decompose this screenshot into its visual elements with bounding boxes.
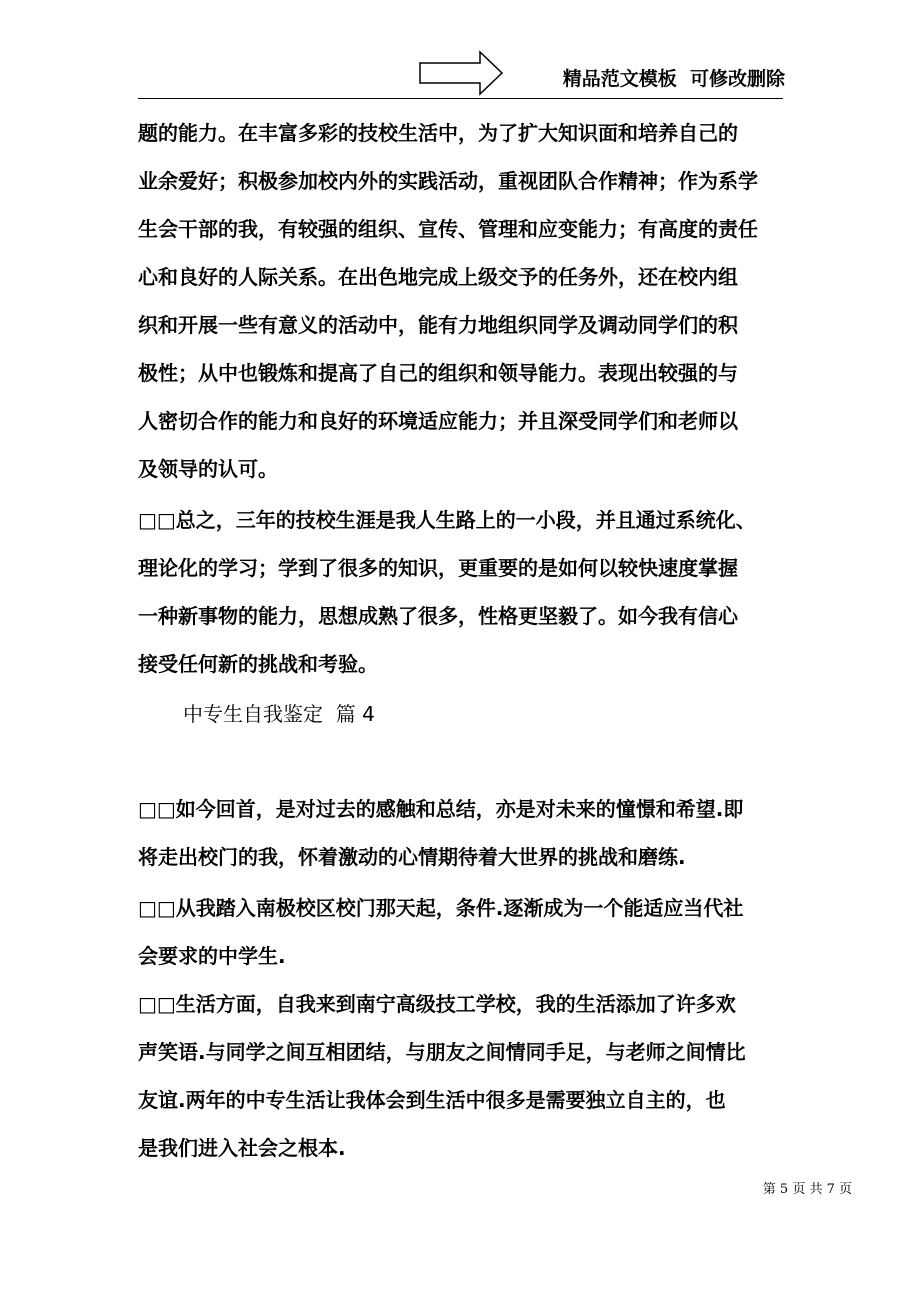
paragraph-line: 织和开展一些有意义的活动中，能有力地组织同学及调动同学们的积 [138,313,738,337]
header-divider [138,98,783,99]
paragraph-line: 题的能力。在丰富多彩的技校生活中，为了扩大知识面和培养自己的 [138,121,738,145]
paragraph-line: 将走出校门的我，怀着激动的心情期待着大世界的挑战和磨练. [138,845,686,869]
paragraph-line: 生会干部的我，有较强的组织、宣传、管理和应变能力；有高度的责任 [138,217,758,241]
paragraph-line: □□总之，三年的技校生涯是我人生路上的一小段，并且通过系统化、 [138,508,756,532]
paragraph-line: 人密切合作的能力和良好的环境适应能力；并且深受同学们和老师以 [138,409,738,433]
paragraph-line: 是我们进入社会之根本. [138,1136,346,1160]
paragraph-line: 及领导的认可。 [138,457,278,481]
paragraph-line: 会要求的中学生. [138,944,286,968]
page-number: 第 5 页 共 7 页 [762,1182,852,1197]
paragraph-line: 业余爱好；积极参加校内外的实践活动，重视团队合作精神；作为系学 [138,169,758,193]
paragraph-line: □□如今回首，是对过去的感触和总结，亦是对未来的憧憬和希望.即 [138,797,744,821]
arrow-icon [418,50,504,96]
paragraph-line: □□生活方面，自我来到南宁高级技工学校，我的生活添加了许多欢 [138,992,736,1016]
header-title: 精品范文模板 可修改删除 [562,68,785,90]
paragraph-line: 友谊.两年的中专生活让我体会到生活中很多是需要独立自主的，也 [138,1088,726,1112]
paragraph-line: □□从我踏入南极校区校门那天起，条件.逐渐成为一个能适应当代社 [138,896,744,920]
paragraph-line: 接受任何新的挑战和考验。 [138,652,378,676]
paragraph-line: 极性；从中也锻炼和提高了自己的组织和领导能力。表现出较强的与 [138,361,738,385]
section-heading: 中专生自我鉴定 篇 4 [183,702,375,726]
paragraph-line: 声笑语.与同学之间互相团结，与朋友之间情同手足，与老师之间情比 [138,1040,746,1064]
paragraph-line: 心和良好的人际关系。在出色地完成上级交予的任务外，还在校内组 [138,265,738,289]
paragraph-line: 一种新事物的能力，思想成熟了很多，性格更坚毅了。如今我有信心 [138,604,738,628]
paragraph-line: 理论化的学习；学到了很多的知识，更重要的是如何以较快速度掌握 [138,556,738,580]
